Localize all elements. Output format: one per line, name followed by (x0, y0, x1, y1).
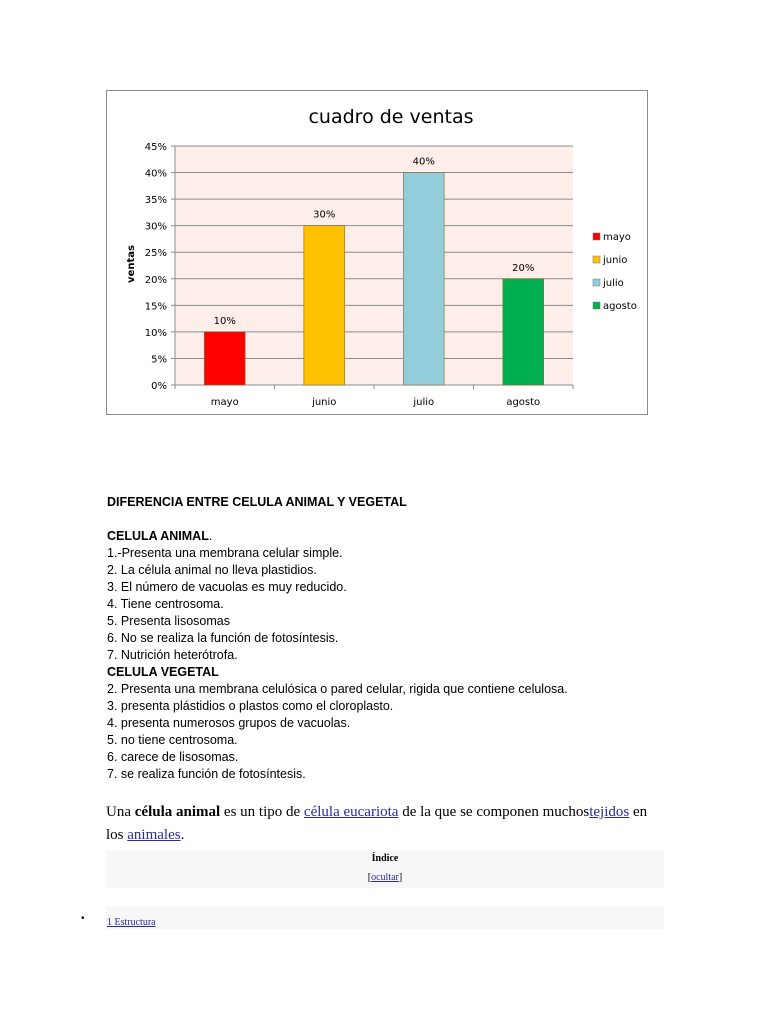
animal-item: 1.-Presenta una membrana celular simple. (107, 546, 343, 560)
bar-junio (304, 226, 345, 385)
animal-item: 6. No se realiza la función de fotosíntesis. (107, 631, 339, 645)
x-tick-label: julio (413, 397, 435, 408)
para-bold: célula animal (134, 804, 221, 820)
y-tick-label: 25% (144, 248, 167, 260)
toc-title: Índice (371, 853, 399, 864)
legend-label: julio (603, 278, 624, 289)
animal-heading-suffix: . (208, 529, 213, 543)
y-tick-label: 40% (144, 168, 167, 180)
toc-hide-link[interactable]: ocultar (371, 872, 399, 883)
x-tick-label: agosto (506, 397, 541, 408)
chart-svg (107, 91, 649, 416)
toc-box (106, 851, 664, 888)
data-label: 30% (313, 209, 336, 221)
link-animales[interactable]: animales (127, 827, 181, 843)
para-text: es un tipo de (220, 804, 304, 820)
legend-swatch (593, 256, 600, 263)
x-tick-label: mayo (210, 397, 239, 408)
legend-swatch (593, 279, 600, 286)
animal-item: 2. La célula animal no lleva plastidios. (107, 563, 317, 577)
animal-item: 3. El número de vacuolas es muy reducido. (107, 580, 347, 594)
intro-paragraph (106, 801, 666, 847)
vegetal-item: 4. presenta numerosos grupos de vacuolas. (107, 716, 351, 730)
animal-section (107, 528, 568, 783)
animal-item: 5. Presenta lisosomas (107, 614, 230, 628)
vegetal-item: 2. Presenta una membrana celulósica o pared celular, rigida que contiene celulosa. (107, 682, 568, 696)
animal-heading-line (107, 528, 568, 545)
y-tick-label: 5% (151, 354, 167, 366)
data-label: 10% (213, 315, 236, 327)
toc-bracket-open: [ (367, 872, 372, 883)
bar-agosto (503, 279, 544, 385)
plot-area (145, 142, 573, 408)
bar-mayo (204, 332, 245, 385)
y-tick-label: 0% (151, 381, 167, 392)
legend-label: agosto (603, 301, 637, 312)
y-tick-label: 15% (144, 301, 167, 313)
legend-label: mayo (603, 232, 631, 243)
toc-item-estructura[interactable]: 1 Estructura (107, 917, 156, 928)
y-tick-label: 35% (144, 195, 167, 207)
legend-label: junio (603, 255, 628, 266)
chart-legend (593, 232, 637, 312)
vegetal-item: 7. se realiza función de fotosíntesis. (107, 767, 306, 781)
link-tejidos[interactable]: tejidos (589, 804, 630, 820)
data-label: 20% (512, 262, 535, 274)
toc-row (106, 907, 664, 929)
animal-heading: CELULA ANIMAL (107, 529, 209, 543)
link-celula-eucariota[interactable]: célula eucariota (303, 804, 399, 820)
chart-title: cuadro de ventas (308, 106, 474, 128)
y-tick-label: 30% (144, 221, 167, 233)
toc-bracket-close: ] (398, 872, 403, 883)
legend-swatch (593, 302, 600, 309)
para-text: . (180, 827, 185, 843)
toc-bullet: • (81, 913, 85, 924)
y-tick-label: 20% (144, 274, 167, 286)
y-tick-label: 45% (144, 142, 167, 153)
y-tick-label: 10% (144, 327, 167, 339)
para-text: Una (106, 804, 135, 820)
para-text: en los (106, 804, 648, 843)
main-heading: DIFERENCIA ENTRE CELULA ANIMAL Y VEGETAL (107, 495, 407, 509)
animal-item: 4. Tiene centrosoma. (107, 597, 224, 611)
vegetal-item: 6. carece de lisosomas. (107, 750, 239, 764)
animal-item: 7. Nutrición heterótrofa. (107, 648, 238, 662)
legend-swatch (593, 233, 600, 240)
bar-chart (106, 90, 648, 415)
vegetal-heading: CELULA VEGETAL (107, 665, 219, 679)
para-text: de la que se componen muchos (398, 804, 590, 820)
bar-julio (403, 173, 444, 385)
y-axis-label: ventas (126, 245, 137, 283)
vegetal-item: 3. presenta plástidios o plastos como el cloroplasto. (107, 699, 394, 713)
vegetal-item: 5. no tiene centrosoma. (107, 733, 238, 747)
data-label: 40% (412, 156, 435, 168)
x-tick-label: junio (312, 397, 337, 408)
toc-toggle (106, 872, 664, 883)
